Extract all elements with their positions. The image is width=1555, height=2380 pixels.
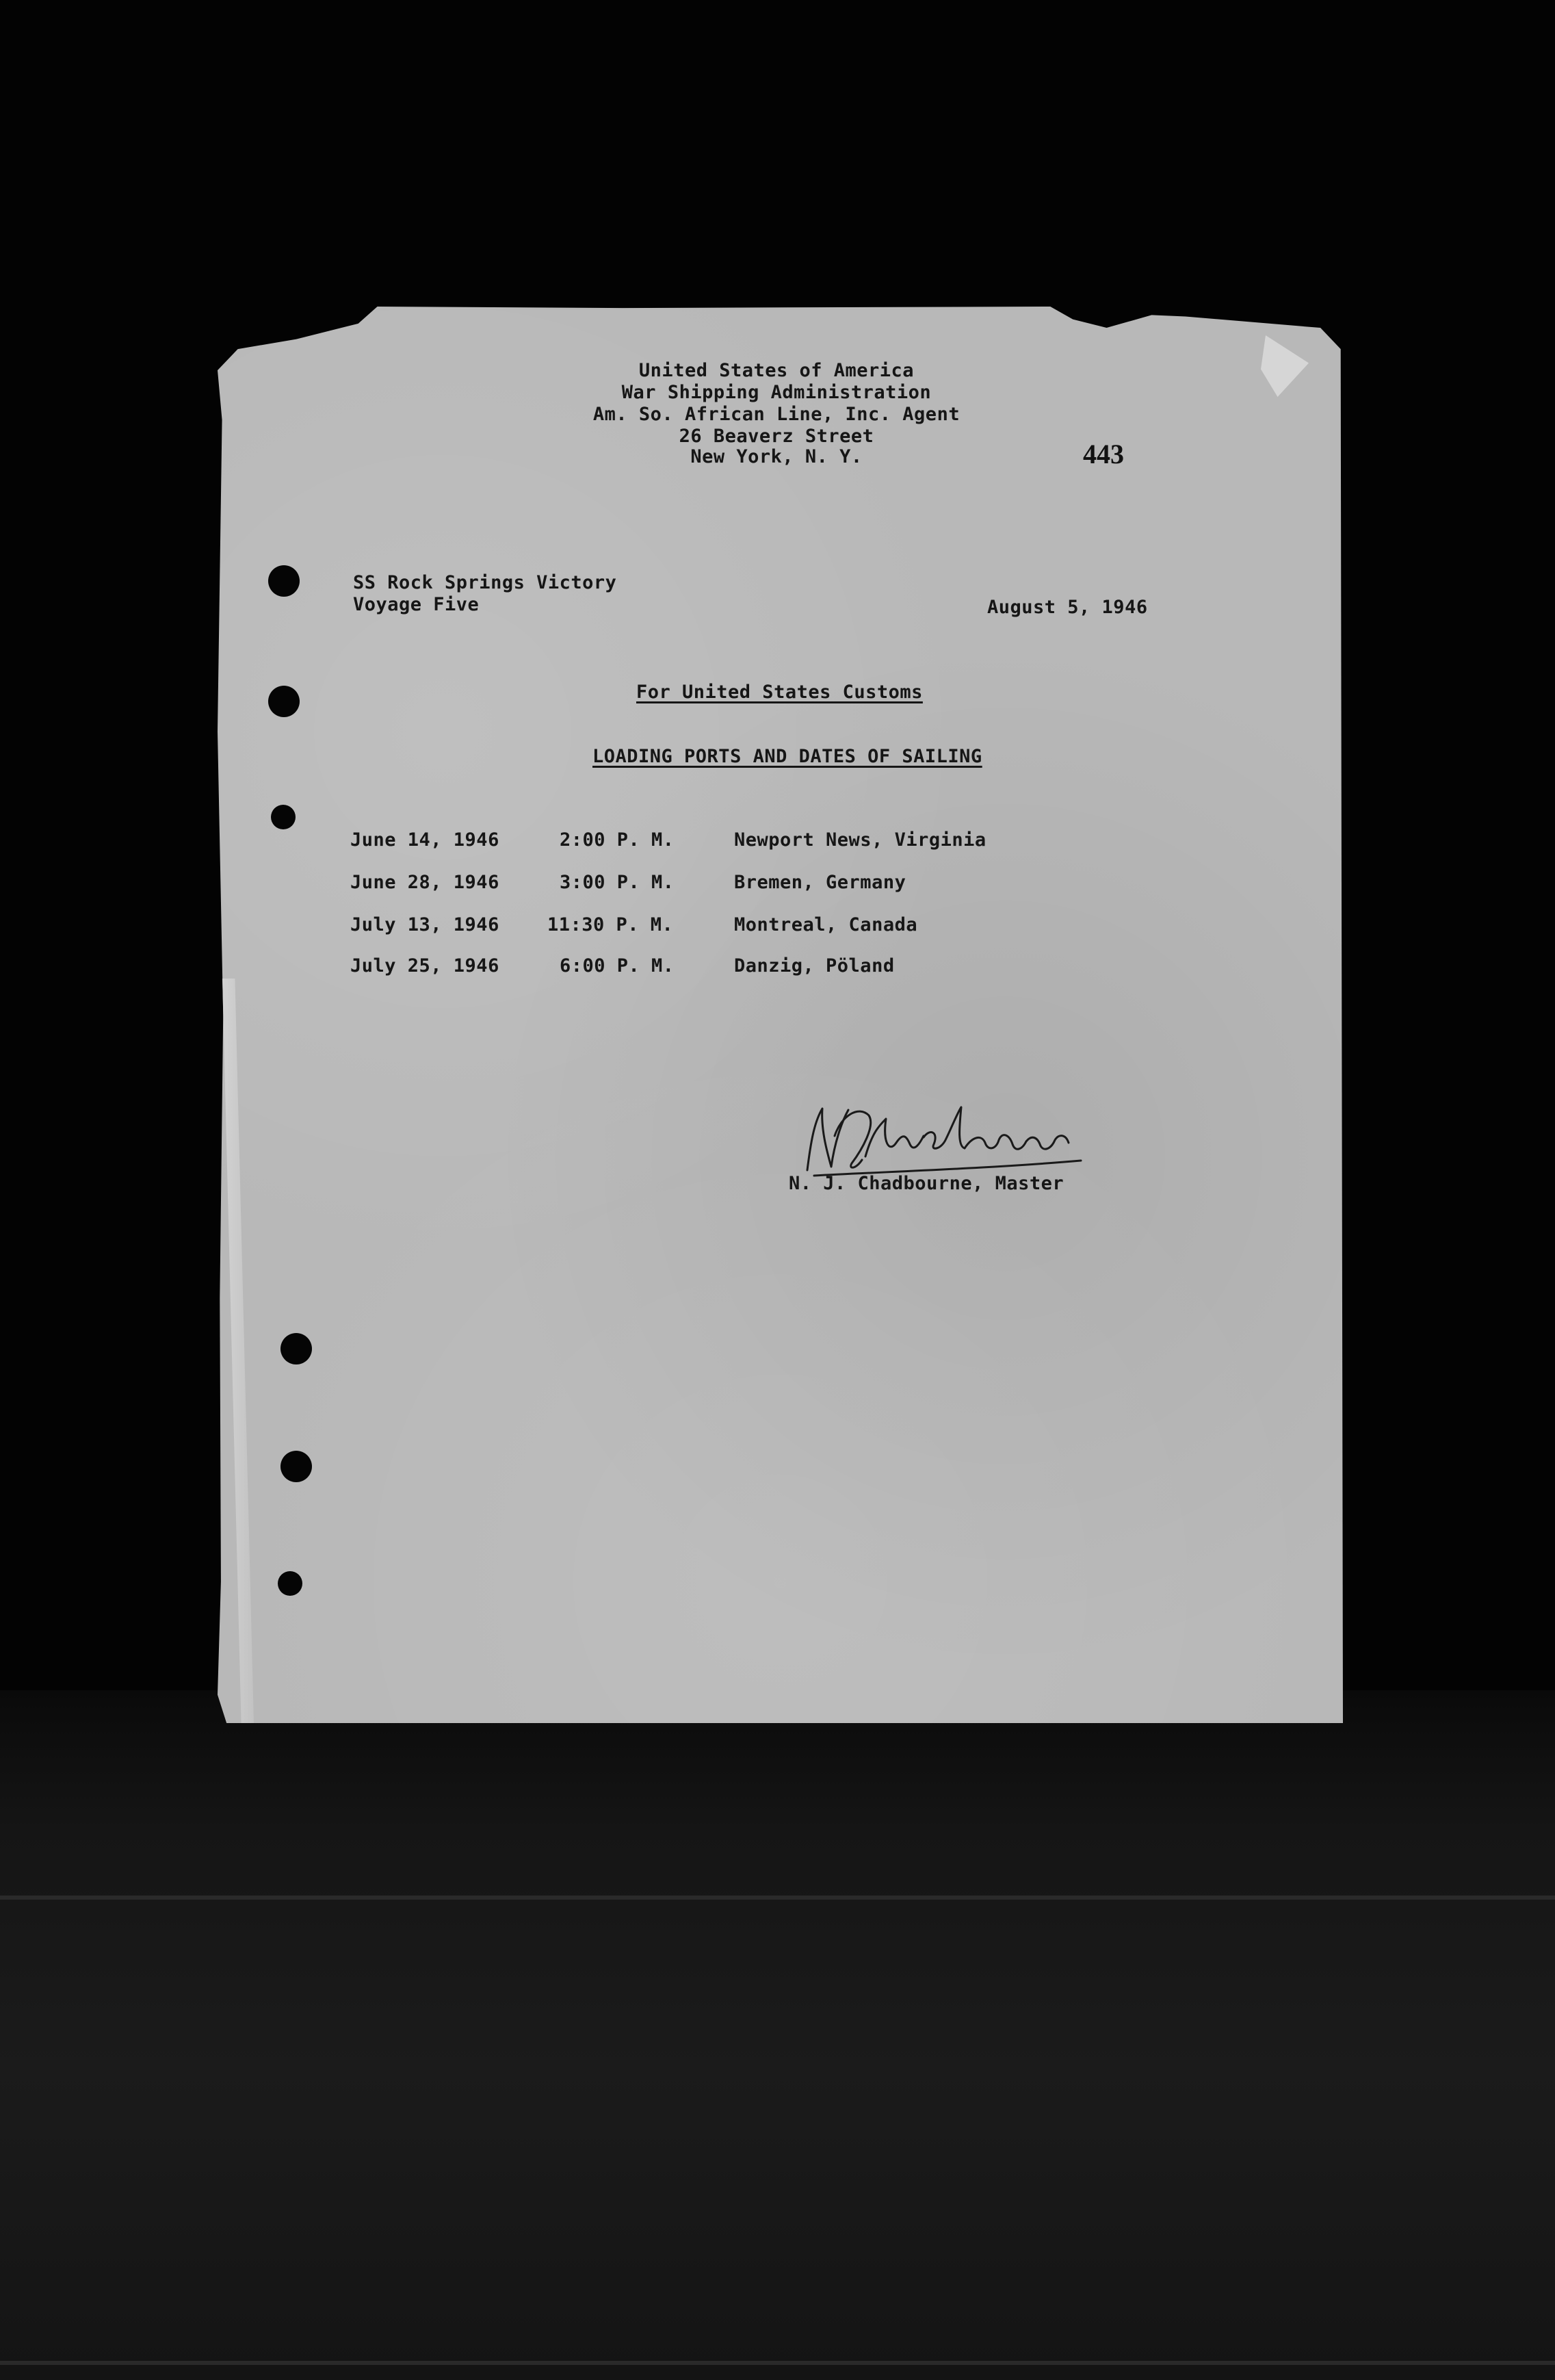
punch-hole bbox=[268, 686, 300, 717]
letterhead-line: New York, N. Y. bbox=[690, 446, 863, 467]
punch-hole bbox=[280, 1451, 312, 1482]
handwritten-signature bbox=[794, 1095, 1095, 1184]
scanner-stripe bbox=[0, 1896, 1555, 1900]
sailing-port: Danzig, Pöland bbox=[734, 955, 895, 976]
punch-hole bbox=[271, 805, 296, 829]
document-title: LOADING PORTS AND DATES OF SAILING bbox=[592, 746, 982, 767]
vessel-name: SS Rock Springs Victory bbox=[353, 572, 617, 593]
sailing-date: July 25, 1946 bbox=[350, 955, 499, 976]
sailing-time: 6:00 P. M. bbox=[560, 955, 675, 976]
punch-hole bbox=[278, 1571, 302, 1596]
punch-hole bbox=[280, 1333, 312, 1364]
subtitle: For United States Customs bbox=[636, 682, 923, 703]
sailing-time: 2:00 P. M. bbox=[560, 829, 675, 851]
sailing-time: 3:00 P. M. bbox=[560, 872, 675, 893]
letterhead-line: Am. So. African Line, Inc. Agent bbox=[592, 404, 961, 425]
scanner-stripe bbox=[0, 2361, 1555, 2365]
sailing-date: July 13, 1946 bbox=[350, 914, 499, 935]
signatory-name: N. J. Chadbourne, Master bbox=[789, 1173, 1064, 1194]
scanner-background-band bbox=[0, 1690, 1555, 2380]
letterhead-line: United States of America bbox=[638, 360, 915, 381]
letterhead-line: War Shipping Administration bbox=[621, 382, 932, 403]
letterhead-line: 26 Beaverz Street bbox=[679, 426, 874, 447]
sailing-date: June 28, 1946 bbox=[350, 872, 499, 893]
document-date: August 5, 1946 bbox=[987, 597, 1148, 618]
page-number: 443 bbox=[1083, 439, 1124, 469]
sailing-port: Montreal, Canada bbox=[734, 914, 918, 935]
voyage-label: Voyage Five bbox=[353, 594, 480, 615]
sailing-port: Bremen, Germany bbox=[734, 872, 906, 893]
sailing-port: Newport News, Virginia bbox=[734, 829, 986, 851]
document-page bbox=[218, 307, 1343, 1723]
punch-hole bbox=[268, 565, 300, 597]
sailing-date: June 14, 1946 bbox=[350, 829, 499, 851]
sailing-time: 11:30 P. M. bbox=[547, 914, 674, 935]
